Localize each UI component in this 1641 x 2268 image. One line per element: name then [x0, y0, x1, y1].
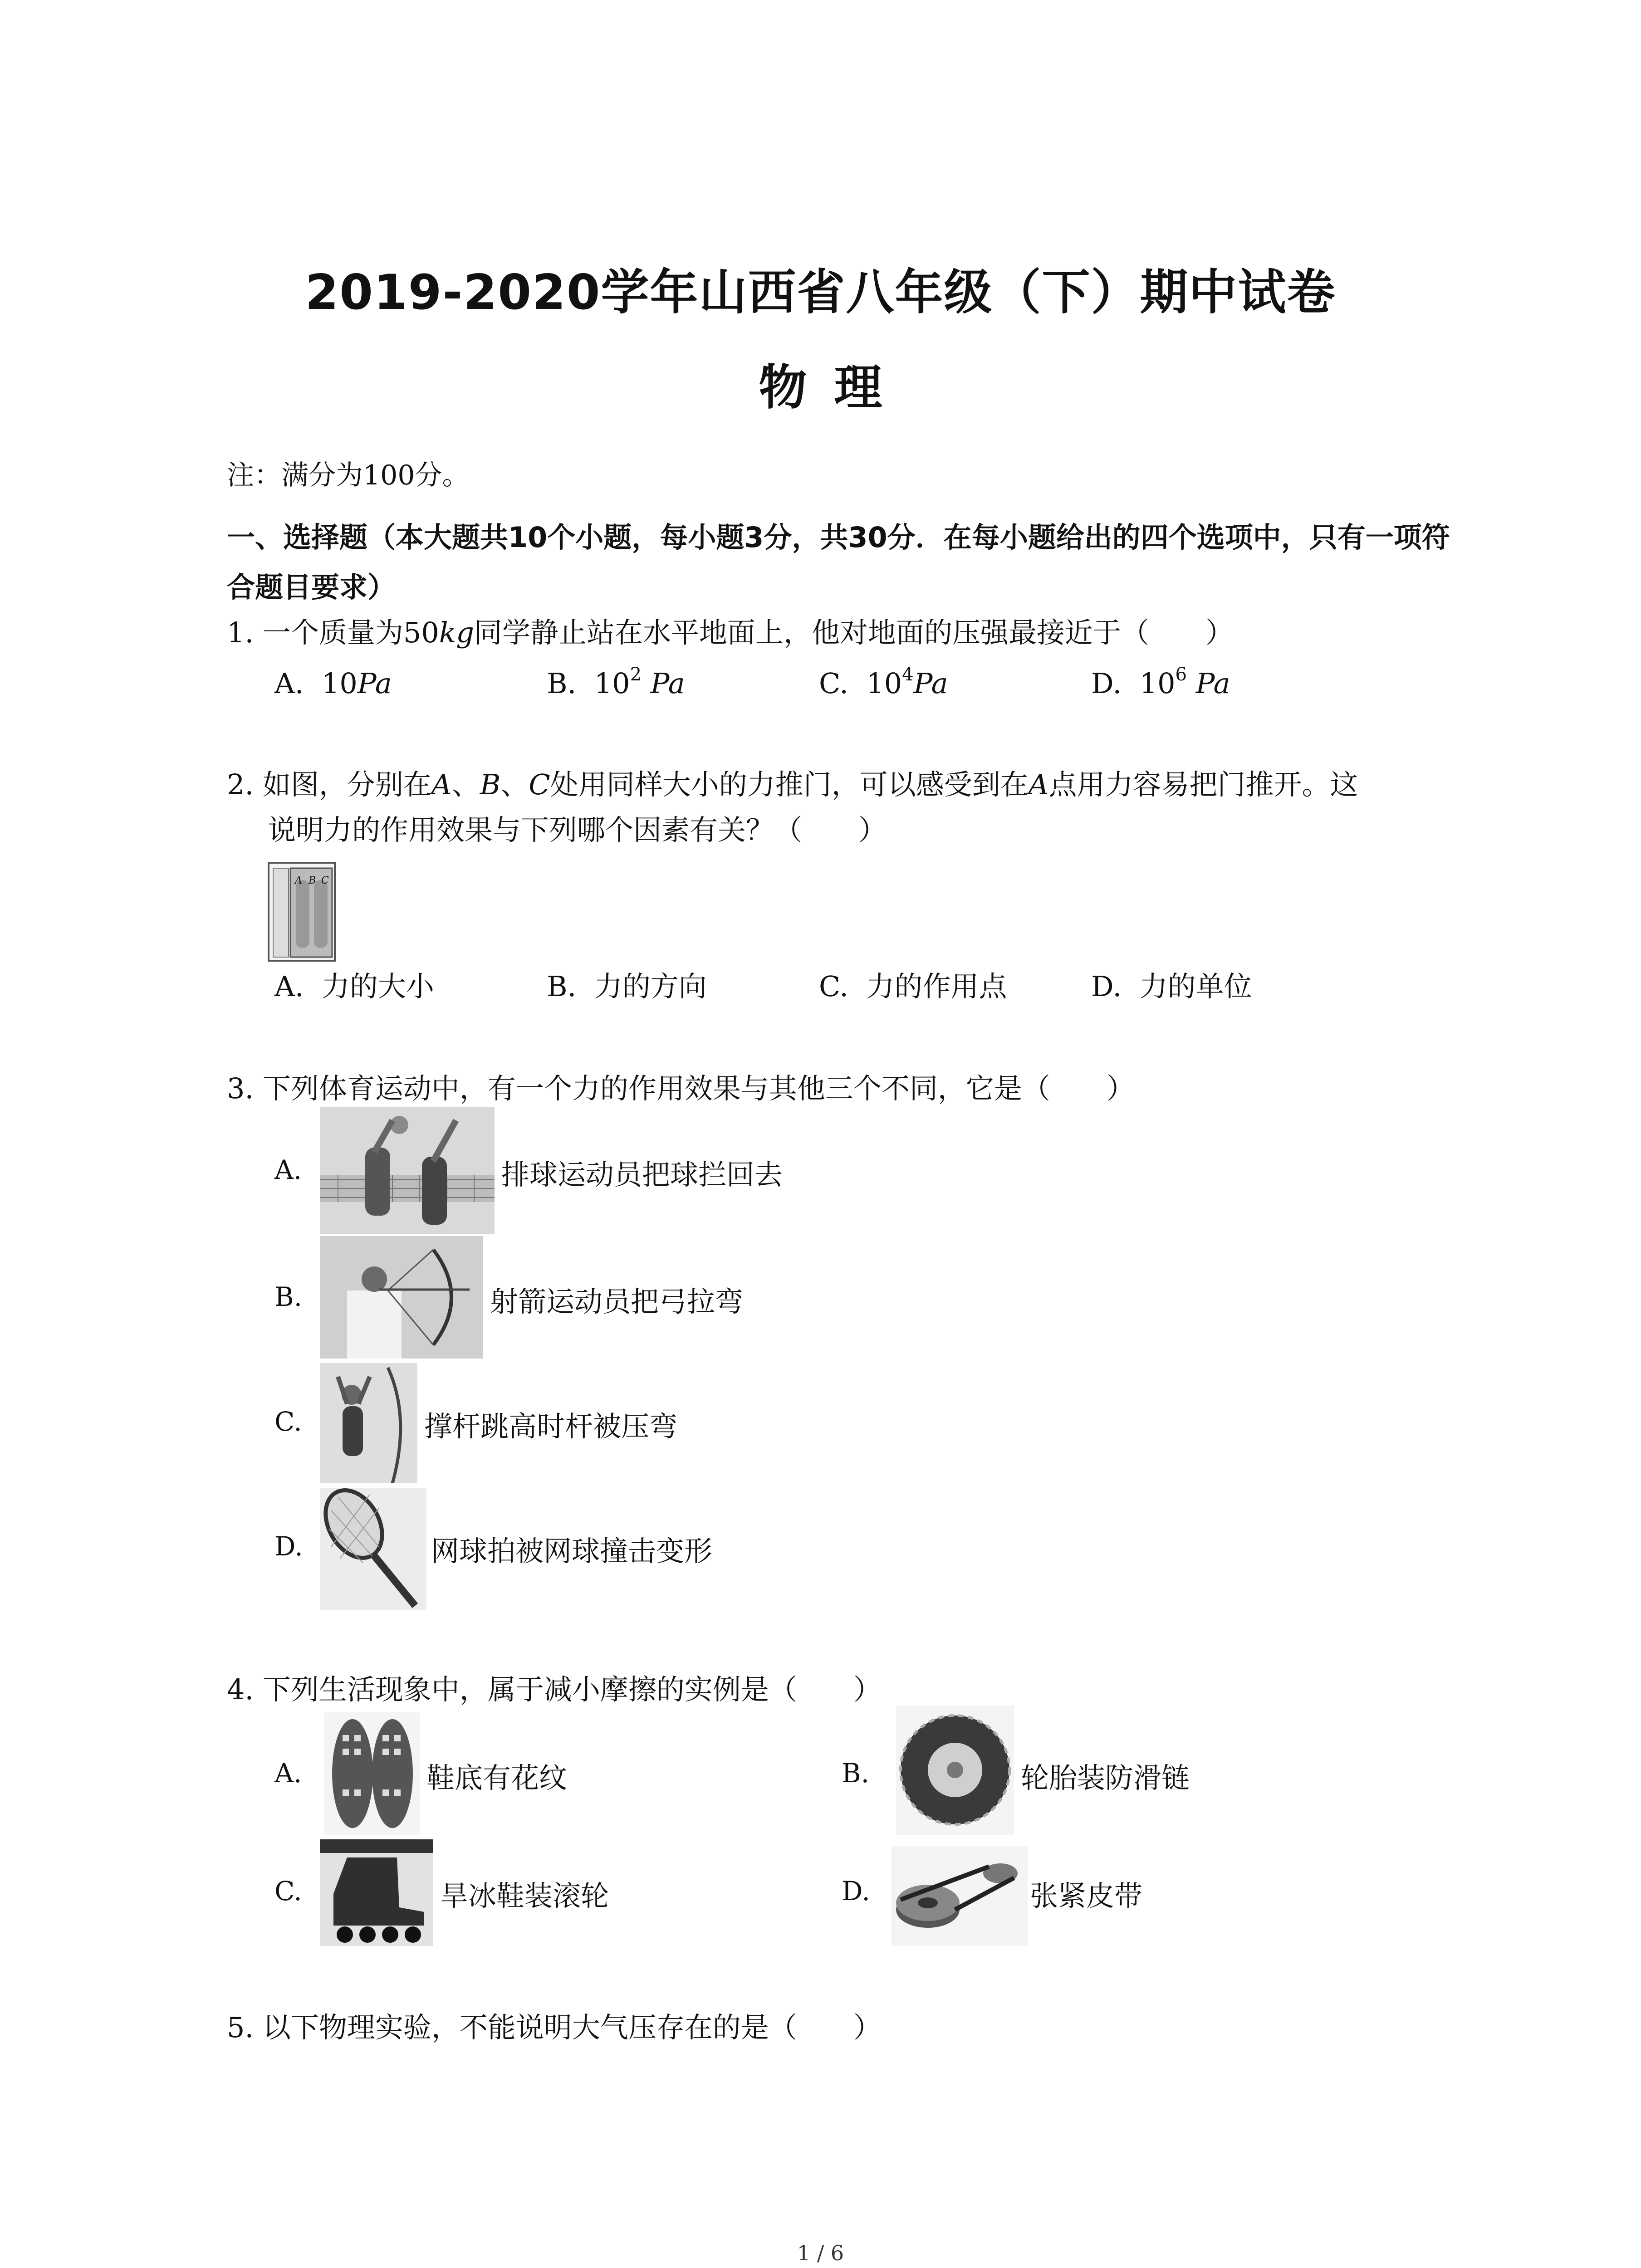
question-text: 同学静止站在水平地面上，他对地面的压强最接近于（ ） — [474, 616, 1234, 649]
question-number: 5. — [227, 2011, 254, 2044]
door-figure — [268, 862, 336, 962]
question-text: 下列体育运动中，有一个力的作用效果与其他三个不同，它是（ ） — [262, 1072, 1135, 1105]
question-1 — [227, 610, 1234, 655]
unit-kg: kg — [439, 616, 475, 649]
question-number: 3. — [227, 1072, 254, 1105]
tennis-racket-photo — [320, 1488, 426, 1610]
archery-photo — [320, 1236, 483, 1359]
q2-option-c[interactable]: C. 力的作用点 — [819, 970, 1007, 1003]
q3-option-a-label[interactable]: A. — [274, 1154, 302, 1185]
q4-option-c-text: 旱冰鞋装滚轮 — [440, 1879, 609, 1912]
question-3 — [227, 1066, 1135, 1111]
q1-option-b[interactable]: B. $10^2$ Pa — [547, 664, 685, 700]
q1-option-a[interactable]: A. 10Pa — [274, 667, 392, 700]
page-number: 1 / 6 — [797, 2241, 844, 2265]
subject-title: 物理 — [759, 360, 910, 415]
door-label-c: C — [321, 875, 329, 886]
q4-option-b-text: 轮胎装防滑链 — [1021, 1761, 1190, 1794]
q2-option-d[interactable]: D. 力的单位 — [1091, 970, 1252, 1003]
q3-option-d-text: 网球拍被网球撞击变形 — [431, 1535, 713, 1568]
score-note: 注：满分为100分。 — [227, 459, 470, 491]
q1-option-c[interactable]: C. $10^4Pa$ — [819, 664, 948, 700]
question-2: 2. 如图，分别在A、B、C处用同样大小的力推门，可以感受到在A点用力容易把门推开。这 说明力的作用效果与下列哪个因素有关？（ ） — [227, 762, 1452, 853]
door-label-a: A — [295, 875, 302, 886]
belt-pulley-photo — [892, 1846, 1028, 1946]
q3-option-d-label[interactable]: D. — [274, 1531, 303, 1562]
q3-option-b-label[interactable]: B. — [274, 1281, 303, 1312]
q3-option-a-text: 排球运动员把球拦回去 — [501, 1158, 783, 1191]
question-text: 下列生活现象中，属于减小摩擦的实例是（ ） — [262, 1673, 882, 1706]
question-number: 1. — [227, 616, 254, 649]
q4-option-d-text: 张紧皮带 — [1030, 1879, 1143, 1912]
q2-option-b[interactable]: B. 力的方向 — [547, 970, 707, 1003]
shoe-sole-photo — [324, 1712, 420, 1835]
question-number: 2. — [227, 768, 254, 801]
question-text: 以下物理实验，不能说明大气压存在的是（ ） — [262, 2011, 882, 2044]
q4-option-d-label[interactable]: D. — [842, 1876, 870, 1906]
q2-option-a[interactable]: A. 力的大小 — [274, 970, 434, 1003]
question-number: 4. — [227, 1673, 254, 1706]
q3-option-c-text: 撑杆跳高时杆被压弯 — [424, 1410, 678, 1443]
q3-option-b-text: 射箭运动员把弓拉弯 — [490, 1285, 744, 1318]
q1-option-d[interactable]: D. $10^6$ Pa — [1091, 664, 1230, 700]
q3-option-c-label[interactable]: C. — [274, 1406, 302, 1437]
section-heading: 一、选择题（本大题共10个小题，每小题3分，共30分．在每小题给出的四个选项中，只有一项符合题目要求） — [227, 521, 1450, 604]
question-5 — [227, 2005, 882, 2050]
question-text-line2: 说明力的作用效果与下列哪个因素有关？（ ） — [268, 813, 887, 846]
q4-option-b-label[interactable]: B. — [842, 1758, 870, 1789]
tire-chain-photo — [896, 1706, 1014, 1835]
pole-vault-photo — [320, 1363, 417, 1483]
question-text: 一个质量为50 — [262, 616, 439, 649]
volleyball-photo — [320, 1107, 495, 1234]
door-label-b: B — [309, 875, 316, 886]
exam-title: 2019-2020学年山西省八年级（下）期中试卷 — [305, 264, 1336, 320]
q4-option-c-label[interactable]: C. — [274, 1876, 302, 1906]
q4-option-a-text: 鞋底有花纹 — [426, 1761, 568, 1794]
roller-skate-photo — [320, 1839, 433, 1946]
question-4 — [227, 1667, 882, 1712]
q4-option-a-label[interactable]: A. — [274, 1758, 302, 1789]
